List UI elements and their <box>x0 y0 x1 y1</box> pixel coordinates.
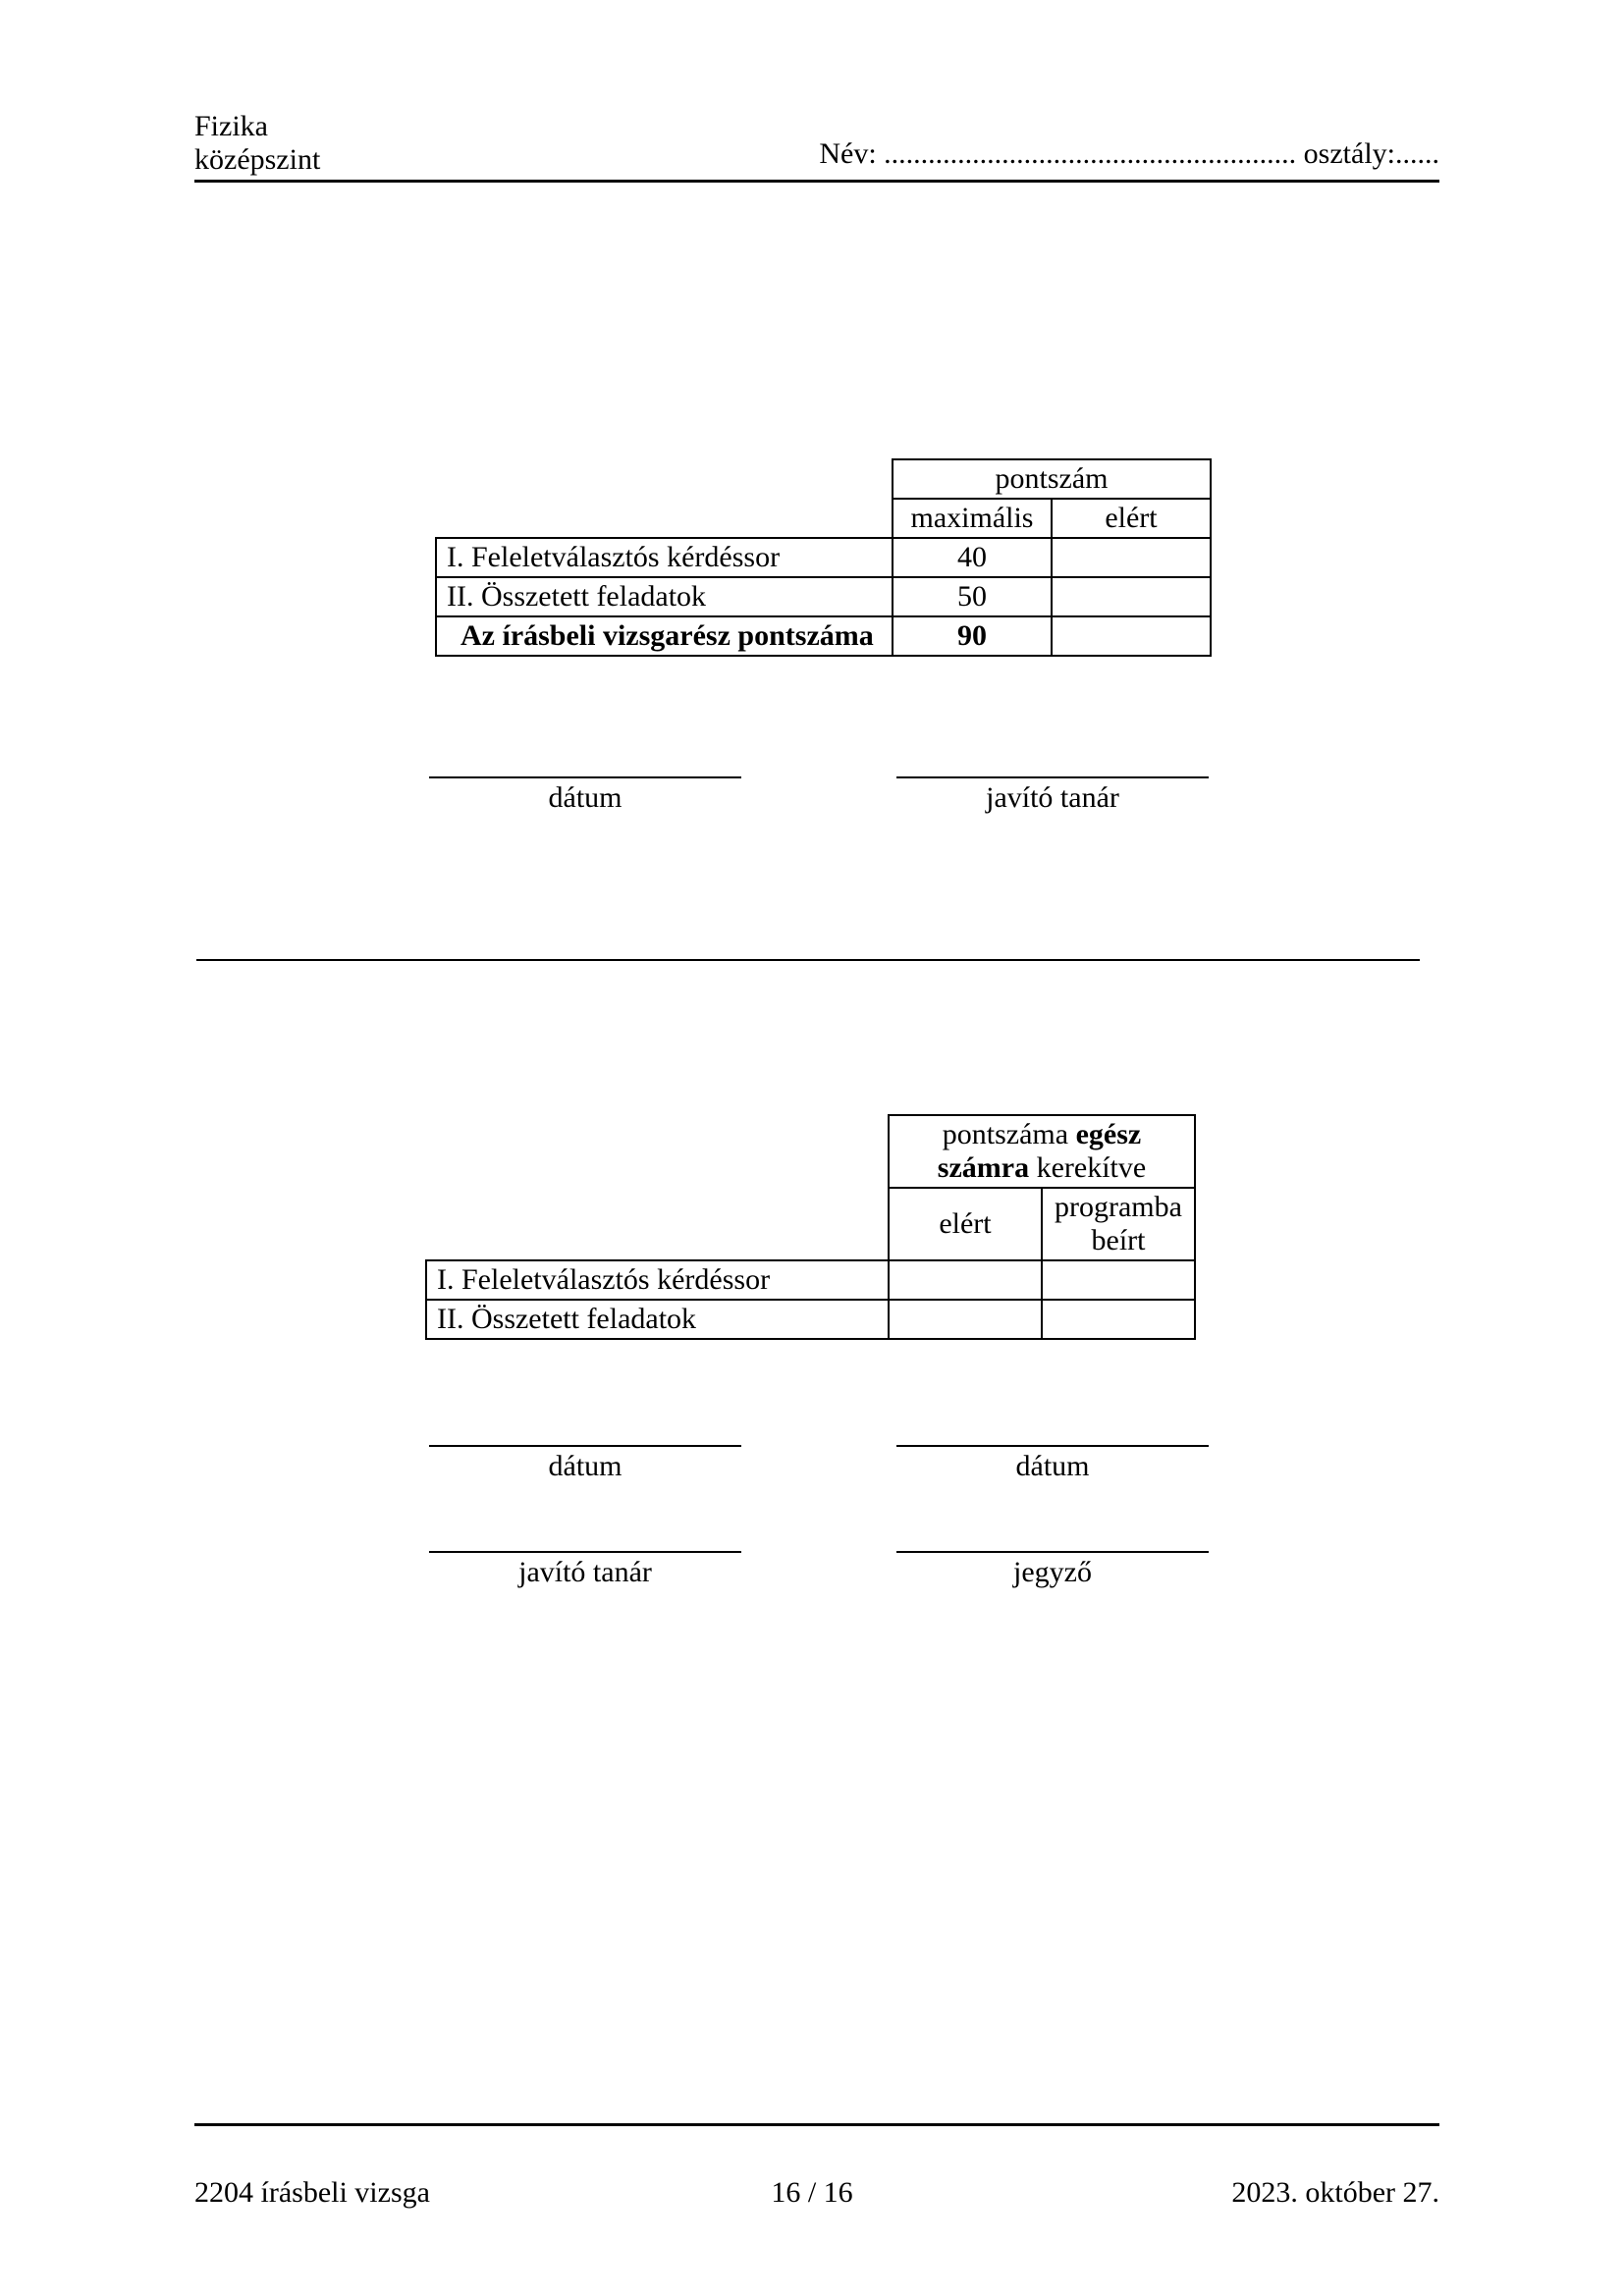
footer-rule <box>194 2123 1439 2126</box>
footer-date: 2023. október 27. <box>1231 2176 1439 2209</box>
signature-line-notary[interactable] <box>896 1551 1209 1553</box>
table1-row-label: I. Feleletválasztós kérdéssor <box>436 538 893 577</box>
header-level: középszint <box>194 143 321 176</box>
table2-header-bold-1: egész <box>1075 1118 1142 1150</box>
header-name-class-line: Név: ........................................................ osztály:...... <box>819 137 1439 170</box>
table2-row-label: II. Összetett feladatok <box>426 1300 889 1339</box>
signature-label-notary: jegyző <box>1013 1556 1092 1588</box>
score-table-2 <box>425 1114 1196 1340</box>
table-row <box>426 1260 1195 1300</box>
signature-label-date-1: dátum <box>548 1450 623 1482</box>
table-row <box>436 538 1211 577</box>
table1-row-label: II. Összetett feladatok <box>436 577 893 616</box>
table2-row-label: I. Feleletválasztós kérdéssor <box>426 1260 889 1300</box>
table1-row-achieved[interactable] <box>1052 538 1211 577</box>
signature-line-teacher-2[interactable] <box>429 1551 741 1553</box>
table-row-total <box>436 616 1211 656</box>
score-table-1 <box>435 458 1212 657</box>
table2-row-program[interactable] <box>1042 1260 1195 1300</box>
table-row <box>436 577 1211 616</box>
table1-row-achieved[interactable] <box>1052 577 1211 616</box>
signature-label-teacher-2: javító tanár <box>518 1556 652 1588</box>
header-rule <box>194 180 1439 183</box>
table2-row-achieved[interactable] <box>889 1300 1042 1339</box>
table2-row-program[interactable] <box>1042 1300 1195 1339</box>
table1-group-header: pontszám <box>893 459 1211 499</box>
footer-page-number: 16 / 16 <box>771 2176 853 2209</box>
table1-total-achieved[interactable] <box>1052 616 1211 656</box>
table2-col-program <box>1042 1188 1195 1260</box>
signature-label-teacher: javító tanár <box>986 781 1119 814</box>
table2-col-program-line2: beírt <box>1091 1224 1146 1256</box>
header-subject: Fizika <box>194 110 268 142</box>
table1-row-max: 40 <box>893 538 1052 577</box>
table1-total-label: Az írásbeli vizsgarész pontszáma <box>436 616 893 656</box>
signature-label-date: dátum <box>548 781 623 814</box>
signature-line-date-1[interactable] <box>429 1445 741 1447</box>
table2-header-bold-2: számra <box>937 1151 1030 1184</box>
table2-row-achieved[interactable] <box>889 1260 1042 1300</box>
table2-col-program-line1: programba <box>1055 1191 1182 1223</box>
signature-line-date-2[interactable] <box>896 1445 1209 1447</box>
signature-label-date-2: dátum <box>1015 1450 1090 1482</box>
signature-line-date[interactable] <box>429 776 741 778</box>
footer-exam-code: 2204 írásbeli vizsga <box>194 2176 430 2209</box>
table2-empty-corner <box>426 1115 889 1260</box>
signature-line-teacher[interactable] <box>896 776 1209 778</box>
table1-row-max: 50 <box>893 577 1052 616</box>
table2-col-achieved: elért <box>889 1188 1042 1260</box>
table-row <box>426 1300 1195 1339</box>
table1-col-achieved: elért <box>1052 499 1211 538</box>
table2-group-header <box>889 1115 1195 1188</box>
table1-col-max: maximális <box>893 499 1052 538</box>
section-divider <box>196 959 1420 961</box>
table2-header-text-1: pontszáma <box>942 1118 1076 1150</box>
table1-empty-corner <box>436 459 893 538</box>
table2-header-text-2: kerekítve <box>1029 1151 1147 1184</box>
table1-total-max: 90 <box>893 616 1052 656</box>
